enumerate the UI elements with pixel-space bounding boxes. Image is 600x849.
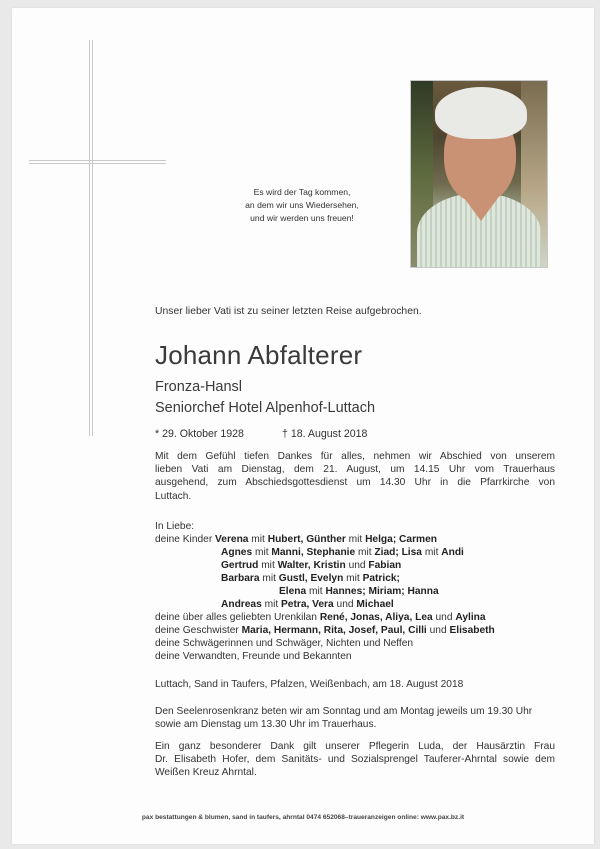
mourners-line	[221, 598, 394, 611]
mourners-urenkel	[155, 611, 486, 624]
mourners-kinder-prefix: deine Kinder	[155, 534, 216, 545]
mourners-schwaeger: deine Schwägerinnen und Schwäger, Nichten und Neffen	[155, 638, 414, 649]
motto-line: Es wird der Tag kommen,	[253, 187, 351, 197]
mourner-name: Walter, Kristin	[277, 560, 346, 571]
mourner-connector: und	[333, 599, 357, 610]
footer-credit: pax bestattungen & blumen, sand in taufers, ahrntal 0474 652068–traueranzeigen online: www.pax.bz.it	[141, 814, 465, 821]
mourner-name: Helga; Carmen	[365, 534, 437, 545]
mourner-connector: mit	[306, 586, 326, 597]
mourner-connector: mit	[248, 534, 268, 545]
mourner-connector: mit	[252, 547, 272, 558]
rosary-line: Den Seelenrosenkranz beten wir am Sonntag und am Montag jeweils um 19.30 Uhr	[155, 706, 533, 717]
mourners-line	[221, 546, 464, 559]
announcement-line: ausgehend, zum Abschiedsgottesdienst um 14.30 Uhr in die Pfarrkirche von	[155, 477, 555, 489]
mourners-geschwister	[155, 624, 495, 637]
place-date: Luttach, Sand in Taufers, Pfalzen, Weißenbach, am 18. August 2018	[155, 679, 464, 690]
mourner-connector: deine über alles geliebten Urenkilan	[155, 612, 320, 623]
mourner-name: Manni, Stephanie	[271, 547, 356, 558]
mourner-name: René, Jonas, Aliya, Lea	[319, 612, 433, 623]
mourner-connector: mit	[421, 547, 442, 558]
mourner-connector: und	[432, 612, 456, 623]
mourner-connector: deine Geschwister	[155, 625, 242, 636]
thanks-line: Weißen Kreuz Ahrntal.	[155, 767, 257, 779]
mourner-name: Patrick;	[362, 573, 400, 584]
mourner-name: Hubert, Günther	[267, 534, 346, 545]
cross-horizontal-line	[29, 163, 166, 164]
mourner-name: Elisabeth	[449, 625, 495, 636]
announcement-line: Luttach.	[155, 490, 192, 502]
mourners-line	[279, 585, 439, 598]
mourner-connector: mit	[343, 573, 363, 584]
mourner-name: Aylina	[455, 612, 486, 623]
thanks-line: Ein ganz besonderer Dank gilt unserer Pflegerin Luda, der Hausärztin Frau	[155, 741, 555, 752]
mourners-verwandte: deine Verwandten, Freunde und Bekannten	[155, 651, 352, 662]
mourner-name: Elena	[279, 586, 307, 597]
mourners-line	[221, 572, 400, 585]
mourner-name: Agnes	[221, 547, 253, 558]
mourner-name: Andi	[441, 547, 464, 558]
deceased-name: Johann Abfalterer	[155, 340, 363, 370]
life-dates	[155, 428, 368, 440]
mourner-connector: mit	[258, 560, 278, 571]
mourner-name: Fabian	[368, 560, 402, 571]
deceased-nickname: Fronza-Hansl	[155, 379, 243, 395]
cross-vertical-line	[89, 40, 90, 436]
announcement-line: lieben Vati am Dienstag, dem 21. August, um 14.15 Uhr vom Trauerhaus	[155, 464, 555, 476]
mourner-connector: und	[426, 625, 450, 636]
announcement-paragraph	[155, 450, 555, 503]
motto-quote	[202, 186, 402, 225]
mourners-line	[155, 533, 437, 546]
birth-date: * 29. Oktober 1928	[155, 428, 244, 440]
lead-text: Unser lieber Vati ist zu seiner letzten Reise aufgebrochen.	[155, 306, 422, 317]
cross-horizontal-line	[29, 160, 166, 161]
mourner-name: Michael	[356, 599, 394, 610]
portrait-photo	[410, 80, 548, 268]
mourner-name: Gertrud	[221, 560, 259, 571]
mourner-connector: mit	[259, 573, 279, 584]
thanks-line: Dr. Elisabeth Hofer, dem Sanitäts- und Sozialsprengel Tauferer-Ahrntal sowie dem	[155, 754, 555, 766]
death-date: † 18. August 2018	[282, 428, 368, 440]
mourner-name: Barbara	[221, 573, 260, 584]
mourner-connector: und	[345, 560, 369, 571]
mourner-connector: mit	[261, 599, 282, 610]
mourner-name: Verena	[215, 534, 249, 545]
mourner-connector: mit	[345, 534, 366, 545]
mourner-name: Andreas	[221, 599, 262, 610]
mourner-name: Gustl, Evelyn	[278, 573, 344, 584]
rosary-paragraph	[155, 705, 555, 731]
motto-line: und wir werden uns freuen!	[250, 213, 354, 223]
rosary-line: sowie am Dienstag um 13.30 Uhr im Trauerhaus.	[155, 719, 377, 731]
cross-vertical-line	[92, 40, 93, 436]
mourner-name: Petra, Vera	[281, 599, 334, 610]
mourner-name: Hannes; Miriam; Hanna	[325, 586, 439, 597]
mourners-intro: In Liebe:	[155, 521, 195, 532]
mourner-connector: mit	[355, 547, 375, 558]
mourners-line	[221, 559, 401, 572]
deceased-role: Seniorchef Hotel Alpenhof-Luttach	[155, 400, 376, 416]
mourner-name: Maria, Hermann, Rita, Josef, Paul, Cilli	[241, 625, 427, 636]
obituary-page	[12, 8, 594, 844]
mourner-name: Ziad; Lisa	[374, 547, 422, 558]
announcement-line: Mit dem Gefühl tiefen Dankes für alles, nehmen wir Abschied von unserem	[155, 451, 555, 462]
thanks-paragraph	[155, 740, 555, 780]
motto-line: an dem wir uns Wiedersehen,	[245, 200, 359, 210]
